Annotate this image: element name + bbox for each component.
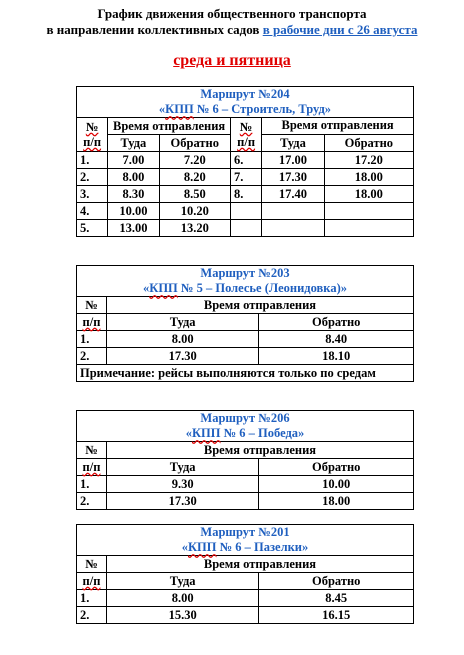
route-203-number: Маршрут №203 xyxy=(200,266,290,280)
table-cell xyxy=(262,220,324,237)
route-203-table xyxy=(76,265,414,382)
table-cell: 15.30 xyxy=(106,607,258,624)
table-cell: 2. xyxy=(77,348,107,365)
route-204-time-header-2: Время отправления xyxy=(262,118,414,135)
table-cell: 2. xyxy=(77,169,108,186)
route-204-table xyxy=(76,86,414,237)
table-cell: 8.00 xyxy=(106,331,258,348)
route-203-num-header: № xyxy=(77,297,107,314)
route-204-title xyxy=(77,87,414,118)
page-subtitle xyxy=(0,22,464,38)
route-206-time-header: Время отправления xyxy=(106,442,413,459)
table-cell: 6. xyxy=(230,152,261,169)
table-cell xyxy=(262,203,324,220)
table-cell: 17.20 xyxy=(324,152,413,169)
table-row xyxy=(77,493,414,510)
route-204-num-header: № п/п xyxy=(77,118,108,152)
schedule-link[interactable]: в рабочие дни с 26 августа xyxy=(262,22,418,37)
route-204-back-header: Обратно xyxy=(159,135,230,152)
days-heading: среда и пятница xyxy=(173,52,291,69)
table-cell: 1. xyxy=(77,152,108,169)
table-cell: 17.30 xyxy=(262,169,324,186)
table-cell: 8.00 xyxy=(108,169,159,186)
route-206-back-header: Обратно xyxy=(259,459,414,476)
table-row xyxy=(77,152,414,169)
route-204-name: «КПП № 6 – Строитель, Труд» xyxy=(158,102,332,116)
table-cell xyxy=(324,203,413,220)
table-cell: 2. xyxy=(77,493,107,510)
route-203-title xyxy=(77,266,414,297)
table-cell: 18.00 xyxy=(324,169,413,186)
route-201-time-header: Время отправления xyxy=(106,556,413,573)
route-203-note: Примечание: рейсы выполняются только по средам xyxy=(77,365,414,382)
route-204-number: Маршрут №204 xyxy=(200,87,290,101)
table-cell: 8.20 xyxy=(159,169,230,186)
route-204-time-header: Время отправления xyxy=(108,118,231,135)
route-203-name: «КПП № 5 – Полесье (Леонидовка)» xyxy=(143,281,347,295)
table-cell: 13.00 xyxy=(108,220,159,237)
table-cell: 7. xyxy=(230,169,261,186)
route-206-to-header: Туда xyxy=(106,459,258,476)
table-row xyxy=(77,169,414,186)
table-row xyxy=(77,607,414,624)
table-cell: 16.15 xyxy=(259,607,414,624)
table-cell: 8.50 xyxy=(159,186,230,203)
table-row xyxy=(77,331,414,348)
table-cell: 18.00 xyxy=(259,493,414,510)
table-cell: 8.40 xyxy=(259,331,414,348)
table-cell: 8.00 xyxy=(106,590,258,607)
table-cell: 17.30 xyxy=(106,493,258,510)
route-206-num-header: № xyxy=(77,442,107,459)
route-203-time-header: Время отправления xyxy=(106,297,413,314)
route-206-title xyxy=(77,411,414,442)
route-201-table xyxy=(76,524,414,624)
table-cell: 17.40 xyxy=(262,186,324,203)
table-cell: 17.00 xyxy=(262,152,324,169)
table-cell: 5. xyxy=(77,220,108,237)
route-203-num-header-b: п/п xyxy=(77,314,107,331)
table-cell: 8.45 xyxy=(259,590,414,607)
table-cell: 18.00 xyxy=(324,186,413,203)
table-cell xyxy=(230,220,261,237)
table-cell xyxy=(324,220,413,237)
table-row xyxy=(77,348,414,365)
table-cell: 13.20 xyxy=(159,220,230,237)
route-204-num-header-2: № п/п xyxy=(230,118,261,152)
table-cell: 1. xyxy=(77,590,107,607)
table-cell: 8. xyxy=(230,186,261,203)
table-cell: 10.20 xyxy=(159,203,230,220)
table-cell: 8.30 xyxy=(108,186,159,203)
table-cell: 7.00 xyxy=(108,152,159,169)
route-204-back-header-2: Обратно xyxy=(324,135,413,152)
route-204-to-header-2: Туда xyxy=(262,135,324,152)
route-201-num-header: № xyxy=(77,556,107,573)
table-row xyxy=(77,476,414,493)
route-206-number: Маршрут №206 xyxy=(200,411,290,425)
route-201-number: Маршрут №201 xyxy=(200,525,290,539)
table-cell: 7.20 xyxy=(159,152,230,169)
route-203-back-header: Обратно xyxy=(259,314,414,331)
table-row xyxy=(77,186,414,203)
table-cell: 3. xyxy=(77,186,108,203)
route-201-title xyxy=(77,525,414,556)
table-cell: 17.30 xyxy=(106,348,258,365)
table-row xyxy=(77,590,414,607)
table-row xyxy=(77,220,414,237)
table-row xyxy=(77,203,414,220)
table-cell: 9.30 xyxy=(106,476,258,493)
route-201-back-header: Обратно xyxy=(259,573,414,590)
route-201-name: «КПП № 6 – Пазелки» xyxy=(181,540,309,554)
table-cell: 18.10 xyxy=(259,348,414,365)
table-cell: 2. xyxy=(77,607,107,624)
table-cell xyxy=(230,203,261,220)
route-206-num-header-b: п/п xyxy=(77,459,107,476)
route-203-to-header: Туда xyxy=(106,314,258,331)
table-cell: 10.00 xyxy=(108,203,159,220)
route-201-to-header: Туда xyxy=(106,573,258,590)
table-cell: 1. xyxy=(77,476,107,493)
route-201-num-header-b: п/п xyxy=(77,573,107,590)
table-cell: 1. xyxy=(77,331,107,348)
table-cell: 10.00 xyxy=(259,476,414,493)
route-206-table xyxy=(76,410,414,510)
table-cell: 4. xyxy=(77,203,108,220)
route-204-to-header: Туда xyxy=(108,135,159,152)
subtitle-text: в направлении коллективных садов xyxy=(46,22,263,37)
route-206-name: «КПП № 6 – Победа» xyxy=(185,426,305,440)
page-title: График движения общественного транспорта xyxy=(97,6,367,21)
